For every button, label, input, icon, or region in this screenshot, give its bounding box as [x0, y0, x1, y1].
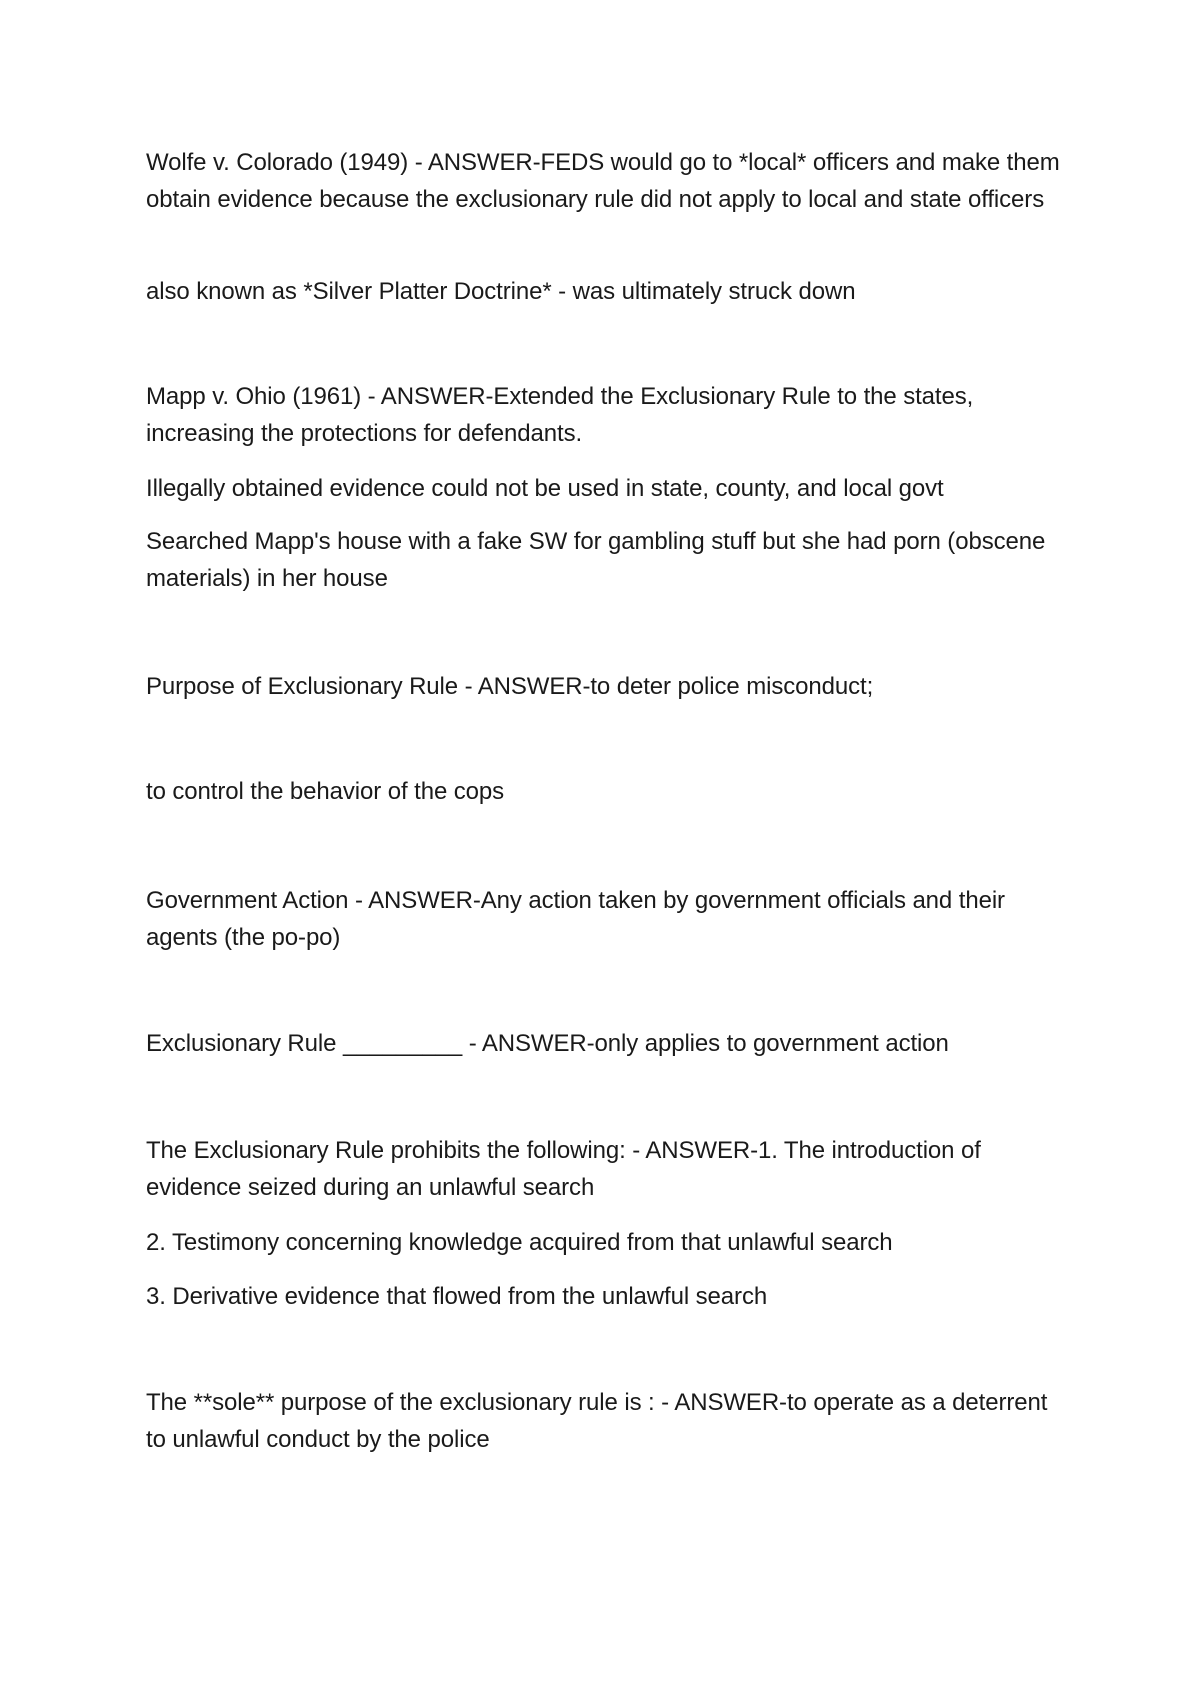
- qa-wolfe-silver-platter-note: also known as *Silver Platter Doctrine* - was ultimately struck down: [146, 278, 856, 305]
- qa-purpose-control-note: to control the behavior of the cops: [146, 778, 505, 805]
- qa-prohibits-item-3: 3. Derivative evidence that flowed from the unlawful search: [146, 1283, 768, 1310]
- qa-mapp-illegally-obtained-note: Illegally obtained evidence could not be used in state, county, and local govt: [146, 475, 944, 502]
- qa-exclusionary-rule-prohibits: The Exclusionary Rule prohibits the following: - ANSWER-1. The introduction of evidence seized during an unlawful search: [146, 1137, 981, 1201]
- qa-government-action: Government Action - ANSWER-Any action taken by government officials and their agents (the po-po): [146, 887, 1005, 951]
- qa-exclusionary-rule-blank: Exclusionary Rule _________ - ANSWER-only applies to government action: [146, 1030, 949, 1057]
- qa-purpose-exclusionary-rule: Purpose of Exclusionary Rule - ANSWER-to deter police misconduct;: [146, 673, 874, 700]
- qa-mapp-v-ohio: Mapp v. Ohio (1961) - ANSWER-Extended the Exclusionary Rule to the states, increasing the protections for defendants.: [146, 383, 974, 447]
- qa-wolfe-v-colorado: Wolfe v. Colorado (1949) - ANSWER-FEDS would go to *local* officers and make them obtain evidence because the exclusionary rule did not apply to local and state officers: [146, 149, 1060, 213]
- qa-sole-purpose: The **sole** purpose of the exclusionary rule is : - ANSWER-to operate as a deterrent to unlawful conduct by the police: [146, 1389, 1048, 1453]
- qa-prohibits-item-2: 2. Testimony concerning knowledge acquired from that unlawful search: [146, 1229, 893, 1256]
- qa-mapp-search-note: Searched Mapp's house with a fake SW for gambling stuff but she had porn (obscene materials) in her house: [146, 528, 1046, 592]
